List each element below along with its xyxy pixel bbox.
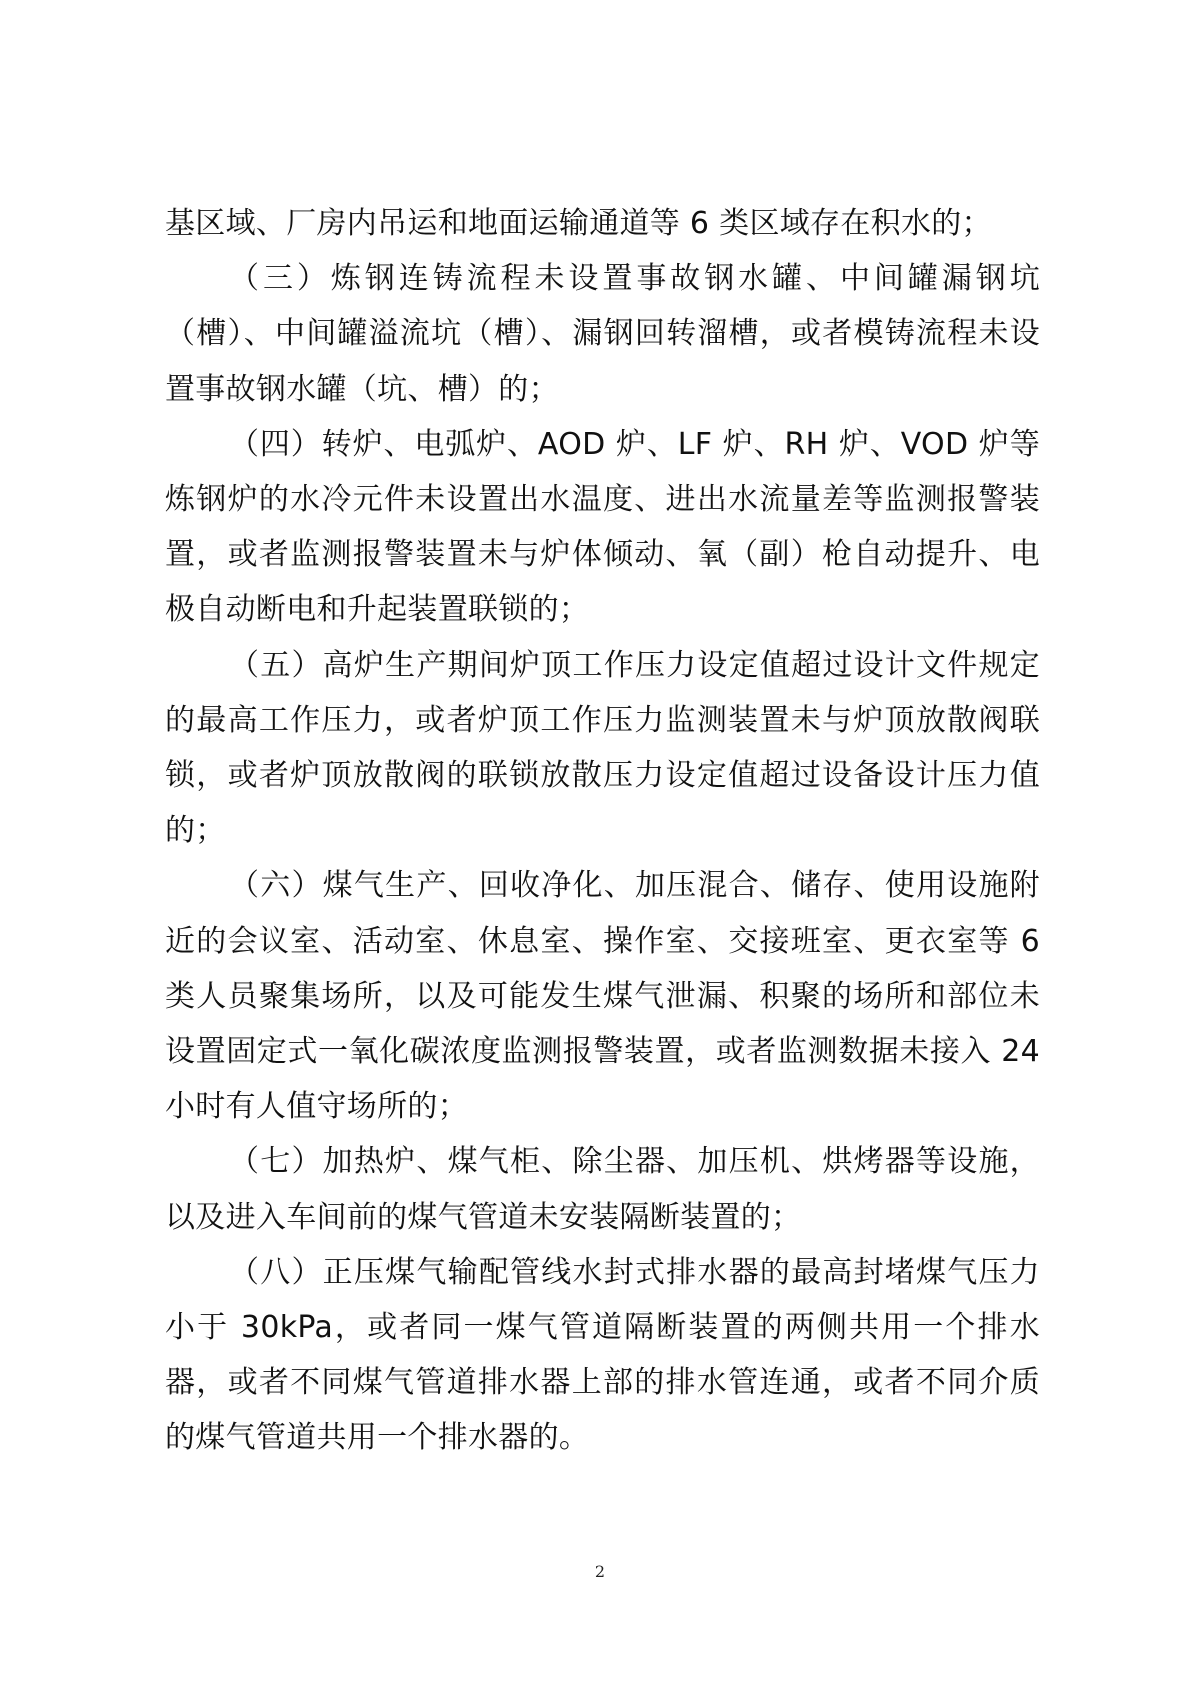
paragraph-continuation: 基区域、厂房内吊运和地面运输通道等 6 类区域存在积水的； [165,206,992,241]
paragraph-item-3: （三）炼钢连铸流程未设置事故钢水罐、中间罐漏钢坑（槽）、中间罐溢流坑（槽）、漏钢回转溜槽，或者模铸流程未设置事故钢水罐（坑、槽）的； [165,261,1040,407]
paragraph-item-8: （八）正压煤气输配管线水封式排水器的最高封堵煤气压力小于 30kPa，或者同一煤气管道隔断装置的两侧共用一个排水器，或者不同煤气管道排水器上部的排水管连通，或者不同介质的煤气管道共用一个排水器的。 [165,1254,1040,1456]
paragraph-item-7: （七）加热炉、煤气柜、除尘器、加压机、烘烤器等设施，以及进入车间前的煤气管道未安装隔断装置的； [165,1144,1040,1235]
page-number: 2 [594,1562,606,1581]
document-body [165,196,1040,1466]
paragraph-item-4: （四）转炉、电弧炉、AOD 炉、LF 炉、RH 炉、VOD 炉等炼钢炉的水冷元件未设置出水温度、进出水流量差等监测报警装置，或者监测报警装置未与炉体倾动、氧（副）枪自动提升、电极自动断电和升起装置联锁的； [165,426,1040,628]
paragraph-item-6: （六）煤气生产、回收净化、加压混合、储存、使用设施附近的会议室、活动室、休息室、操作室、交接班室、更衣室等 6 类人员聚集场所，以及可能发生煤气泄漏、积聚的场所和部位未设置固定式一氧化碳浓度监测报警装置，或者监测数据未接入 24 小时有人值守场所的； [165,868,1040,1125]
paragraph-item-5: （五）高炉生产期间炉顶工作压力设定值超过设计文件规定的最高工作压力，或者炉顶工作压力监测装置未与炉顶放散阀联锁，或者炉顶放散阀的联锁放散压力设定值超过设备设计压力值的； [165,647,1040,849]
